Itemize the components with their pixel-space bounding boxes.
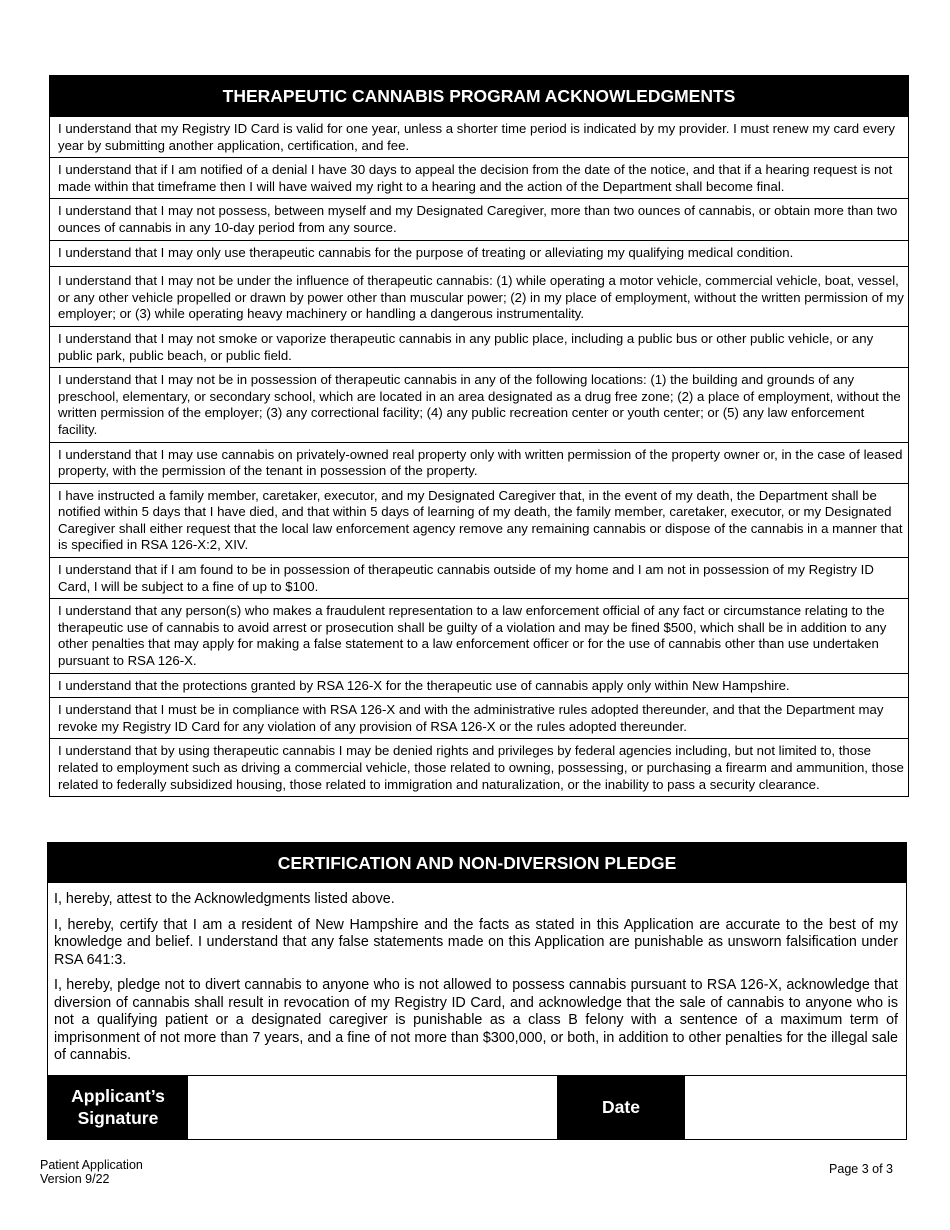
acknowledgment-item: I understand that I may not be under the influence of therapeutic cannabis: (1) while operating a motor vehicle, commercial vehicle, boat, vessel, or any other vehicle propelled or drawn by power other than muscular power; (2) in my place of employment, without the written permission of my employer; or (3) while operating heavy machinery or handling a dangerous instrumentality.: [50, 266, 908, 326]
date-label: Date: [557, 1076, 685, 1139]
signature-row: [48, 1075, 906, 1139]
signature-label-line2: Signature: [77, 1108, 159, 1128]
signature-field[interactable]: [188, 1076, 557, 1139]
signature-label-line1: Applicant’s: [71, 1086, 165, 1106]
acknowledgment-item: I understand that by using therapeutic cannabis I may be denied rights and privileges by federal agencies including, but not limited to, those related to employment such as driving a commercial vehicle, those related to owning, possessing, or purchasing a firearm and ammunition, those related to federally subsidized housing, those related to immigration and naturalization, or the inability to pass a security clearance.: [50, 738, 908, 796]
page-number: Page 3 of 3: [829, 1162, 893, 1176]
signature-label: [48, 1076, 188, 1139]
footer-version: Version 9/22: [40, 1172, 110, 1186]
acknowledgment-item: I understand that I may not be in possession of therapeutic cannabis in any of the following locations: (1) the building and grounds of any preschool, elementary, or secondary school, which are located in an area designated as a drug free zone; (2) a place of employment, without the written permission of the employer; (3) any correctional facility; (4) any public recreation center or youth center; or (5) any law enforcement facility.: [50, 367, 908, 441]
residency-certification: I, hereby, certify that I am a resident of New Hampshire and the facts as stated in this Application are accurate to the best of my knowledge and belief. I understand that any false statements made on this Application are punishable as unsworn falsification under RSA 641:3.: [54, 916, 898, 968]
acknowledgment-item: I understand that my Registry ID Card is valid for one year, unless a shorter time period is indicated by my provider. I must renew my card every year by submitting another application, certification, and fee.: [50, 116, 908, 157]
acknowledgment-item: I understand that the protections granted by RSA 126-X for the therapeutic use of cannabis apply only within New Hampshire.: [50, 673, 908, 698]
acknowledgment-item: I understand that I may only use therapeutic cannabis for the purpose of treating or alleviating my qualifying medical condition.: [50, 240, 908, 267]
footer-form-name: Patient Application: [40, 1158, 143, 1172]
certification-title: CERTIFICATION AND NON-DIVERSION PLEDGE: [48, 843, 906, 883]
acknowledgment-item: I understand that I may not smoke or vaporize therapeutic cannabis in any public place, including a public bus or other public vehicle, or any public park, public beach, or public field.: [50, 326, 908, 367]
attest-statement: I, hereby, attest to the Acknowledgments listed above.: [54, 891, 395, 907]
acknowledgment-item: I understand that any person(s) who makes a fraudulent representation to a law enforcement official of any fact or circumstance relating to the therapeutic use of cannabis to avoid arrest or prosecution shall be guilty of a violation and may be fined $500, which shall be in addition to any other penalties that may apply for making a false statement to a law enforcement officer or for the use of cannabis other than use undertaken pursuant to RSA 126-X.: [50, 598, 908, 672]
certification-body: [48, 883, 906, 1075]
acknowledgment-item: I have instructed a family member, caretaker, executor, and my Designated Caregiver that, in the event of my death, the Department shall be notified within 5 days that I have died, and that within 5 days of learning of my death, the family member, caretaker, executor, or my Designated Caregiver shall either request that the local law enforcement agency remove any remaining cannabis or dispose of the cannabis in a manner that is specified in RSA 126-X:2, XIV.: [50, 483, 908, 557]
date-field[interactable]: [685, 1076, 906, 1139]
acknowledgment-item: I understand that if I am found to be in possession of therapeutic cannabis outside of my home and I am not in possession of my Registry ID Card, I will be subject to a fine of up to $100.: [50, 557, 908, 598]
acknowledgment-item: I understand that I must be in compliance with RSA 126-X and with the administrative rules adopted thereunder, and that the Department may revoke my Registry ID Card for any violation of any provision of RSA 126-X or the rules adopted thereunder.: [50, 697, 908, 738]
acknowledgment-item: I understand that if I am notified of a denial I have 30 days to appeal the decision from the date of the notice, and that if a hearing request is not made within that timeframe then I will have waived my right to a hearing and the action of the Department shall become final.: [50, 157, 908, 198]
certification-section: [47, 842, 907, 1140]
acknowledgments-table: [49, 75, 909, 797]
footer-form-info: [40, 1158, 143, 1186]
acknowledgment-item: I understand that I may use cannabis on privately-owned real property only with written permission of the property owner or, in the case of leased property, with the permission of the tenant in possession of the property.: [50, 442, 908, 483]
non-diversion-pledge: I, hereby, pledge not to divert cannabis to anyone who is not allowed to possess cannabis pursuant to RSA 126-X, acknowledge that diversion of cannabis shall result in revocation of my Registry ID Card, and acknowledge that the sale of cannabis to anyone who is not a qualifying patient or a designated caregiver is punishable as a class B felony with a sentence of a maximum term of imprisonment of not more than 7 years, and a fine of not more than $300,000, or both, in addition to other penalties for the illegal sale of cannabis.: [54, 977, 898, 1063]
acknowledgments-title: THERAPEUTIC CANNABIS PROGRAM ACKNOWLEDGMENTS: [50, 76, 908, 116]
acknowledgment-item: I understand that I may not possess, between myself and my Designated Caregiver, more than two ounces of cannabis, or obtain more than two ounces of cannabis in any 10-day period from any source.: [50, 198, 908, 239]
